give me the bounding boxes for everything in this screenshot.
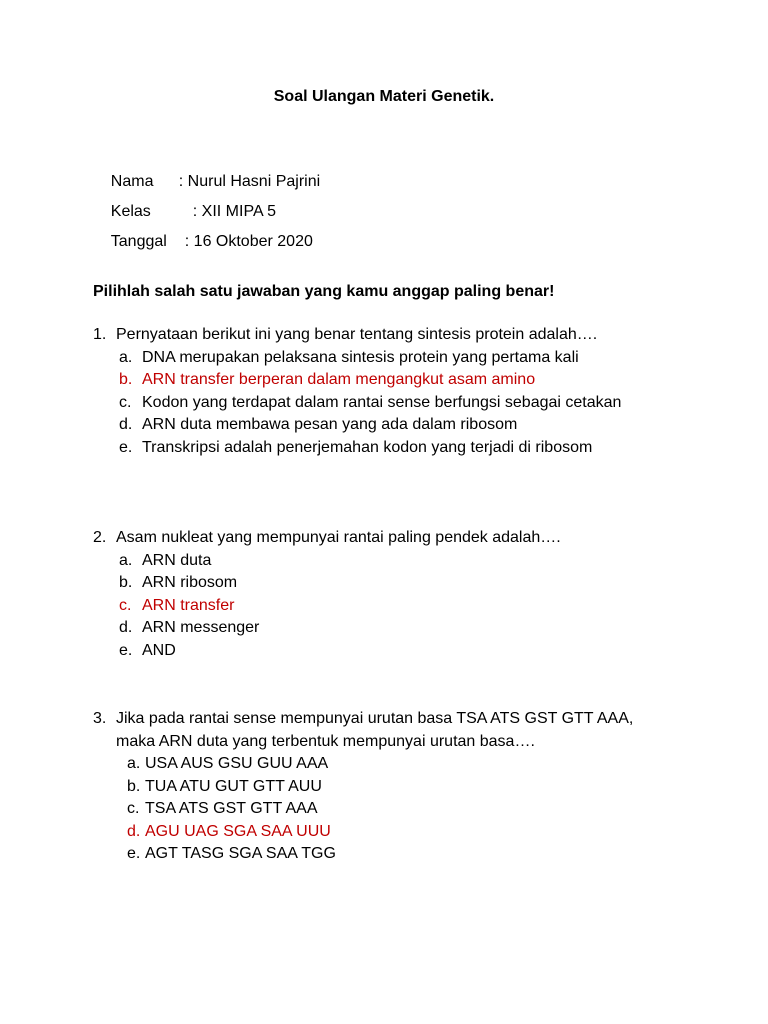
- option-e: [93, 437, 693, 460]
- option-letter: a.: [119, 348, 133, 366]
- question-number: 1.: [93, 326, 107, 343]
- tanggal-value: : 16 Oktober 2020: [184, 233, 313, 250]
- question-stem: [93, 708, 673, 753]
- option-text: TSA ATS GST GTT AAA: [145, 800, 318, 817]
- option-d: [93, 414, 693, 437]
- option-text: ARN duta membawa pesan yang ada dalam ribosom: [142, 416, 518, 433]
- option-list: [93, 753, 673, 866]
- option-text: ARN messenger: [142, 619, 260, 636]
- option-letter: a.: [127, 755, 141, 772]
- option-letter: d.: [119, 416, 133, 433]
- option-text: AGT TASG SGA SAA TGG: [145, 845, 336, 862]
- kelas-label: Kelas: [110, 203, 151, 220]
- option-text: AND: [142, 641, 176, 659]
- option-text: ARN ribosom: [142, 574, 238, 591]
- option-letter: a.: [119, 551, 133, 569]
- option-letter: e.: [127, 845, 141, 862]
- document-title: Soal Ulangan Materi Genetik.: [273, 88, 495, 105]
- option-text: TUA ATU GUT GTT AUU: [145, 777, 322, 795]
- option-letter: e.: [119, 641, 133, 659]
- question-1: [93, 324, 693, 459]
- option-letter: b.: [119, 574, 133, 591]
- kelas-value: : XII MIPA 5: [192, 203, 277, 220]
- option-list: [93, 347, 693, 460]
- option-text: USA AUS GSU GUU AAA: [145, 755, 329, 772]
- question-2: [93, 527, 693, 662]
- option-c: [93, 798, 673, 821]
- option-letter: e.: [119, 438, 133, 456]
- option-text: ARN transfer: [142, 596, 235, 614]
- option-d: [93, 617, 693, 640]
- option-letter: c.: [119, 596, 132, 614]
- option-text: Transkripsi adalah penerjemahan kodon yang terjadi di ribosom: [142, 438, 593, 456]
- option-a: [93, 347, 693, 370]
- info-tanggal: [93, 215, 313, 269]
- instruction: Pilihlah salah satu jawaban yang kamu anggap paling benar!: [93, 283, 555, 300]
- option-b: [93, 369, 693, 392]
- question-text: Asam nukleat yang mempunyai rantai paling pendek adalah….: [116, 529, 561, 546]
- option-text: DNA merupakan pelaksana sintesis protein yang pertama kali: [142, 348, 579, 366]
- question-number: 2.: [93, 529, 107, 546]
- option-list: [93, 550, 693, 663]
- option-a: [93, 550, 693, 573]
- option-letter: c.: [127, 800, 140, 817]
- option-e: [93, 843, 673, 866]
- question-text: Jika pada rantai sense mempunyai urutan basa TSA ATS GST GTT AAA, maka ARN duta yang terbentuk mempunyai urutan basa….: [116, 710, 634, 750]
- option-letter: d.: [119, 619, 133, 636]
- question-text: Pernyataan berikut ini yang benar tentang sintesis protein adalah….: [116, 326, 598, 343]
- question-stem: [93, 324, 693, 347]
- option-letter: b.: [119, 371, 133, 388]
- option-text: ARN transfer berperan dalam mengangkut asam amino: [142, 371, 536, 388]
- nama-value: : Nurul Hasni Pajrini: [178, 173, 321, 190]
- question-3: [93, 708, 673, 866]
- option-c: [93, 392, 662, 415]
- option-e: [93, 640, 693, 663]
- question-number: 3.: [93, 710, 107, 727]
- option-c: [93, 595, 693, 618]
- option-b: [93, 776, 673, 799]
- option-b: [93, 572, 693, 595]
- question-stem: [93, 527, 693, 550]
- option-letter: b.: [127, 777, 141, 795]
- option-letter: c.: [119, 393, 132, 411]
- tanggal-label: Tanggal: [110, 233, 167, 250]
- option-text: AGU UAG SGA SAA UUU: [145, 822, 331, 840]
- option-letter: d.: [127, 822, 141, 840]
- option-text: ARN duta: [142, 551, 212, 569]
- option-a: [93, 753, 673, 776]
- option-text: Kodon yang terdapat dalam rantai sense berfungsi sebagai cetakan: [142, 393, 622, 411]
- option-d: [93, 821, 673, 844]
- nama-label: Nama: [110, 173, 154, 190]
